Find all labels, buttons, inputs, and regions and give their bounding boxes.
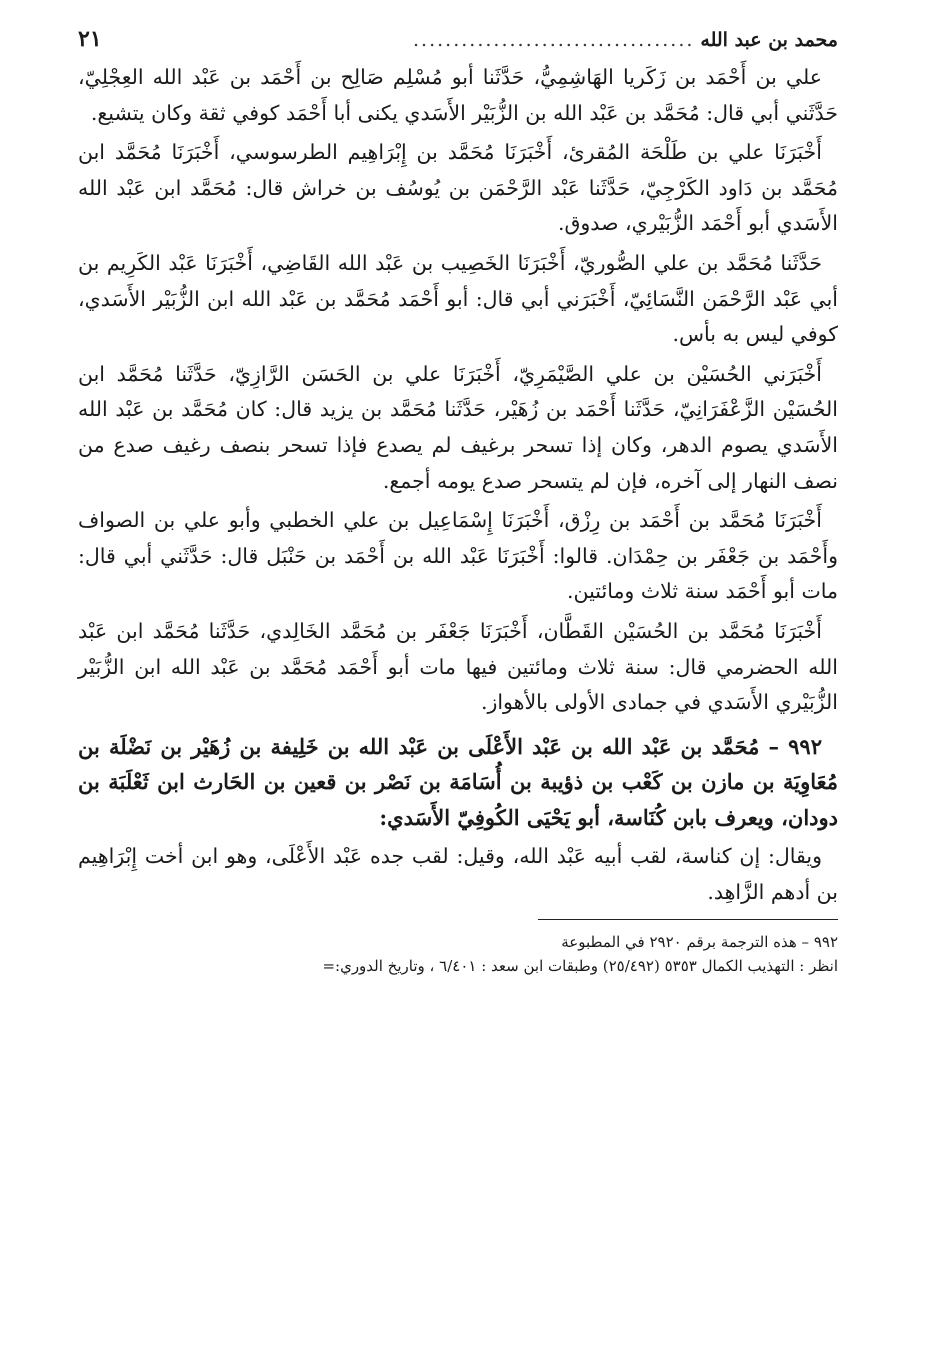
entry-paragraph: ويقال: إن كناسة، لقب أبيه عَبْد الله، وقيل: لقب جده عَبْد الأَعْلَى، وهو ابن أخت إِبْرَاهِيم بن أدهم الزَّاهِد. (78, 844, 838, 905)
running-title: محمد بن عبد الله (700, 29, 838, 51)
main-text (78, 60, 838, 911)
paragraph: أَخْبَرَنَا مُحَمَّد بن الحُسَيْن القَطَّان، أَخْبَرَنَا جَعْفَر بن مُحَمَّد الخَالِدي، حَدَّثَنا مُحَمَّد ابن عَبْد الله الحضرمي قال: سنة ثلاث ومائتين فيها مات أبو أَحْمَد مُحَمَّد بن عَبْد الله ابن الزُّبَيْر الزُّبَيْري الأَسَدي في جمادى الأولى بالأهواز. (78, 618, 838, 715)
entry-number: ٩٩٢ (788, 733, 822, 759)
footnote: انظر : التهذيب الكمال ٥٣٥٣ (٢٥/٤٩٢) وطبقات ابن سعد : ٦/٤٠١ ، وتاريخ الدوري:= (322, 956, 838, 975)
entry-title: – مُحَمَّد بن عَبْد الله بن عَبْد الأَعْلَى بن عَبْد الله بن خَلِيفة بن زُهَيْر بن نَضْلَة بن مُعَاوِيَة بن مازن بن كَعْب بن ذؤيبة بن أُسَامَة بن نَصْر بن قعين بن الحَارث ابن ثَعْلَبَة بن دودان، ويعرف بابن كُنَاسة، أبو يَحْيَى الكُوفِيّ الأَسَدي: (78, 733, 838, 830)
footnote-separator (538, 919, 838, 920)
paragraph: أَخْبَرَنَا علي بن طَلْحَة المُقرئ، أَخْبَرَنَا مُحَمَّد بن إِبْرَاهِيم الطرسوسي، أَخْبَرَنَا مُحَمَّد ابن مُحَمَّد بن دَاود الكَرْجِيّ، حَدَّثَنا عَبْد الرَّحْمَن بن يُوسُف بن خراش قال: مُحَمَّد ابن عَبْد الله الأَسَدي أبو أَحْمَد الزُّبَيْري، صدوق. (78, 140, 838, 236)
footnotes (78, 930, 838, 978)
footnote: ٩٩٢ – هذه الترجمة برقم ٢٩٢٠ في المطبوعة (561, 932, 838, 951)
paragraph: أَخْبَرَني الحُسَيْن بن علي الصَّيْمَرِيّ، أَخْبَرَنَا علي بن الحَسَن الرَّازِيّ، حَدَّثَنا مُحَمَّد ابن الحُسَيْن الزَّعْفَرَانِيّ، حَدَّثَنا أَحْمَد بن زُهَيْر، حَدَّثَنا مُحَمَّد بن يزيد قال: كان مُحَمَّد بن عَبْد الله الأَسَدي يصوم الدهر، وكان إذا تسحر برغيف لم يصدع فإذا تسحر بنصف رغيف صدع من نصف النهار إلى آخره، فإن لم يتسحر صدع يومه أجمع. (78, 361, 838, 493)
paragraph: حَدَّثَنا مُحَمَّد بن علي الصُّوريّ، أَخْبَرَنَا الخَصِيب بن عَبْد الله القَاضِي، أَخْبَرَنَا عَبْد الكَرِيم بن أبي عَبْد الرَّحْمَن النَّسَائِيّ، أَخْبَرَني أبي قال: أبو أَحْمَد مُحَمَّد بن عَبْد الله ابن الزُّبَيْر الأَسَدي، كوفي ليس به بأس. (78, 250, 838, 347)
document-page (78, 26, 838, 978)
page-number: ٢١ (78, 26, 102, 52)
running-header (78, 26, 838, 60)
leader-dots: ................................... (413, 29, 695, 51)
entry-heading (78, 729, 838, 836)
paragraph: علي بن أَحْمَد بن زَكَريا الهَاشِمِيُّ، حَدَّثَنا أبو مُسْلِم صَالِح بن أَحْمَد بن عَبْد الله العِجْلِيّ، حَدَّثَني أبي قال: مُحَمَّد بن عَبْد الله بن الزُّبَيْر الأَسَدي يكنى أبا أَحْمَد كوفي ثقة وكان يتشيع. (78, 65, 838, 125)
paragraph: أَخْبَرَنَا مُحَمَّد بن أَحْمَد بن رِزْق، أَخْبَرَنَا إِسْمَاعِيل بن علي الخطبي وأبو علي بن الصواف وأَحْمَد بن جَعْفَر بن حِمْدَان. قالوا: أَخْبَرَنَا عَبْد الله بن أَحْمَد بن حَنْبَل قال: حَدَّثَني أبي قال: مات أبو أَحْمَد سنة ثلاث ومائتين. (78, 508, 838, 604)
